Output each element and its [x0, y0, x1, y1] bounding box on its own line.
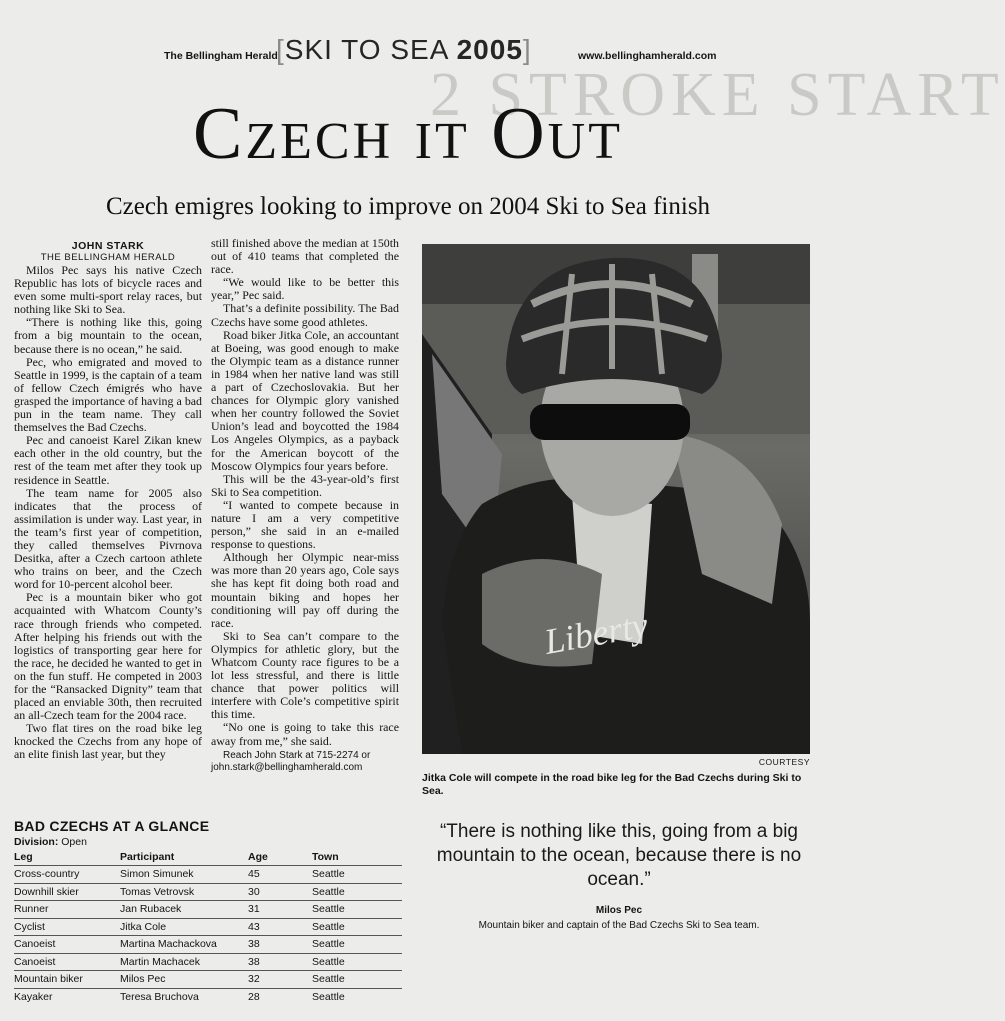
byline [14, 240, 202, 263]
paragraph: “No one is going to take this race away from me,” she said. [211, 720, 399, 748]
division-line [14, 836, 402, 848]
paragraph: Pec, who emigrated and moved to Seattle in 1999, is the captain of a team of fellow Czech émigrés who have grasped the importance of having a bad pun in the team name. They call themselves the Bad Czechs. [14, 354, 202, 435]
cell-leg: Kayaker [14, 988, 120, 1005]
division-value: Open [61, 836, 87, 848]
photo-credit: COURTESY [758, 757, 810, 767]
table-row [14, 936, 402, 954]
paragraph: Pec and canoeist Karel Zikan knew each other in the old country, but the rest of the team met after they took up residence in Seattle. [14, 433, 202, 487]
cell-town: Seattle [312, 953, 402, 971]
cyclist-photo [422, 244, 810, 754]
at-a-glance-box [14, 818, 402, 1005]
section-brand: [SKI TO SEA 2005] [276, 34, 532, 65]
paragraph: Milos Pec says his native Czech Republic has lots of bicycle races and even some multi-sport relay races, but nothing like Ski to Sea. [14, 263, 202, 317]
photo-caption: Jitka Cole will compete in the road bike leg for the Bad Czechs during Ski to Sea. [422, 772, 802, 797]
cell-town: Seattle [312, 936, 402, 954]
cell-participant: Tomas Vetrovsk [120, 883, 248, 901]
cell-age: 30 [248, 883, 312, 901]
bleed-through-text: 2 STROKE START [430, 61, 1005, 129]
article-column-1 [14, 264, 202, 762]
contact-email: john.stark@bellinghamherald.com [211, 762, 363, 774]
cell-participant: Teresa Bruchova [120, 988, 248, 1005]
pull-quote-name: Milos Pec [595, 905, 643, 916]
cell-participant: Martina Machackova [120, 936, 248, 954]
table-row [14, 918, 402, 936]
masthead [0, 34, 816, 78]
paragraph: Two flat tires on the road bike leg knocked the Czechs from any hope of an elite finish last year, but they [14, 721, 202, 762]
article-column-2 [211, 237, 399, 775]
cell-age: 28 [248, 988, 312, 1005]
pull-quote: “There is nothing like this, going from a big mountain to the ocean, because there is no ocean.” [436, 821, 802, 890]
cell-town: Seattle [312, 901, 402, 919]
table-row [14, 988, 402, 1005]
cell-age: 38 [248, 936, 312, 954]
cell-participant: Jitka Cole [120, 918, 248, 936]
website-url: www.bellinghamherald.com [578, 50, 717, 62]
cell-age: 31 [248, 901, 312, 919]
jersey-text: Liberty [541, 604, 651, 662]
cell-town: Seattle [312, 883, 402, 901]
subheadline: Czech emigres looking to improve on 2004 Ski to Sea finish [105, 193, 711, 220]
roster-table [14, 849, 402, 1005]
cell-leg: Downhill skier [14, 883, 120, 901]
cell-age: 45 [248, 866, 312, 884]
cell-town: Seattle [312, 918, 402, 936]
paragraph: still finished above the median at 150th out of 410 teams that completed the race. [211, 236, 399, 277]
cell-town: Seattle [312, 866, 402, 884]
cell-leg: Runner [14, 901, 120, 919]
cell-participant: Martin Machacek [120, 953, 248, 971]
paragraph: “We would like to be better this year,” Pec said. [211, 275, 399, 303]
cell-age: 32 [248, 971, 312, 989]
paragraph: Road biker Jitka Cole, an accountant at Boeing, was good enough to make the Olympic team as a distance runner in 1984 when her native land was still a part of Czechoslovakia. But her chances for Olympic glory vanished when her country followed the Soviet Union’s lead and boycotted the 1984 Los Angeles Olympics, as a payback for the American boycott of the Moscow Olympics four years before. [211, 327, 399, 473]
pull-quote-role: Mountain biker and captain of the Bad Czechs Ski to Sea team. [478, 920, 760, 931]
cell-participant: Milos Pec [120, 971, 248, 989]
paragraph: “I wanted to compete because in nature I am a very competitive person,” she said in an e-mailed response to questions. [211, 497, 399, 552]
brand-text: SKI TO SEA [284, 34, 448, 65]
cell-age: 38 [248, 953, 312, 971]
cell-leg: Mountain biker [14, 971, 120, 989]
glance-title: BAD CZECHS AT A GLANCE [14, 818, 210, 834]
cell-age: 43 [248, 918, 312, 936]
table-row [14, 901, 402, 919]
cell-town: Seattle [312, 988, 402, 1005]
headline: Czech it Out [193, 93, 623, 175]
column-header-age: Age [248, 851, 268, 863]
paragraph: Ski to Sea can’t compare to the Olympics for athletic glory, but the Whatcom County race figures to be a lot less stressful, and there is little chance that power politics will interfere with Cole’s competitive spirit this time. [211, 628, 399, 722]
paragraph: That’s a definite possibility. The Bad Czechs have some good athletes. [211, 301, 399, 329]
paragraph: “There is nothing like this, going from a big mountain to the ocean, because there is no ocean,” he said. [14, 315, 202, 356]
division-label: Division: [14, 836, 59, 848]
paragraph: This will be the 43-year-old’s first Ski to Sea competition. [211, 471, 399, 499]
paragraph: The team name for 2005 also indicates that the process of assimilation is under way. Last year, in the team’s first year of competition, they called themselves Pivrnova Desitka, after a Czech cartoon athlete who trains on beer, and the Czech word for 10-percent alcohol beer. [14, 485, 202, 592]
byline-author: JOHN STARK [71, 240, 145, 252]
cell-participant: Jan Rubacek [120, 901, 248, 919]
cell-leg: Cross-country [14, 866, 120, 884]
table-header-row [14, 849, 402, 866]
table-row [14, 866, 402, 884]
contact-line: Reach John Stark at 715-2274 or [223, 749, 371, 761]
table-row [14, 971, 402, 989]
newspaper-name: The Bellingham Herald [164, 50, 278, 62]
column-header-town: Town [312, 851, 339, 863]
author-contact [211, 750, 399, 775]
paragraph: Pec is a mountain biker who got acquainted with Whatcom County’s race through friends who competed. After helping his friends out with the logistics of transporting gear here for the race, he decided he wanted to get in on the fun stuff. He competed in 2003 for the “Ransacked Dignity” team that placed an enviable 30th, then recruited an all-Czech team for the 2004 race. [14, 590, 202, 723]
table-row [14, 883, 402, 901]
brand-year: 2005 [456, 34, 523, 65]
cell-leg: Canoeist [14, 953, 120, 971]
cell-leg: Cyclist [14, 918, 120, 936]
table-row [14, 953, 402, 971]
column-header-participant: Participant [120, 851, 175, 863]
cell-leg: Canoeist [14, 936, 120, 954]
paragraph: Although her Olympic near-miss was more than 20 years ago, Cole says she has kept fit doing both road and mountain biking and hopes her conditioning will pay off during the race. [211, 550, 399, 630]
column-header-leg: Leg [14, 851, 33, 863]
cell-participant: Simon Simunek [120, 866, 248, 884]
cell-town: Seattle [312, 971, 402, 989]
byline-organization: THE BELLINGHAM HERALD [40, 252, 176, 263]
